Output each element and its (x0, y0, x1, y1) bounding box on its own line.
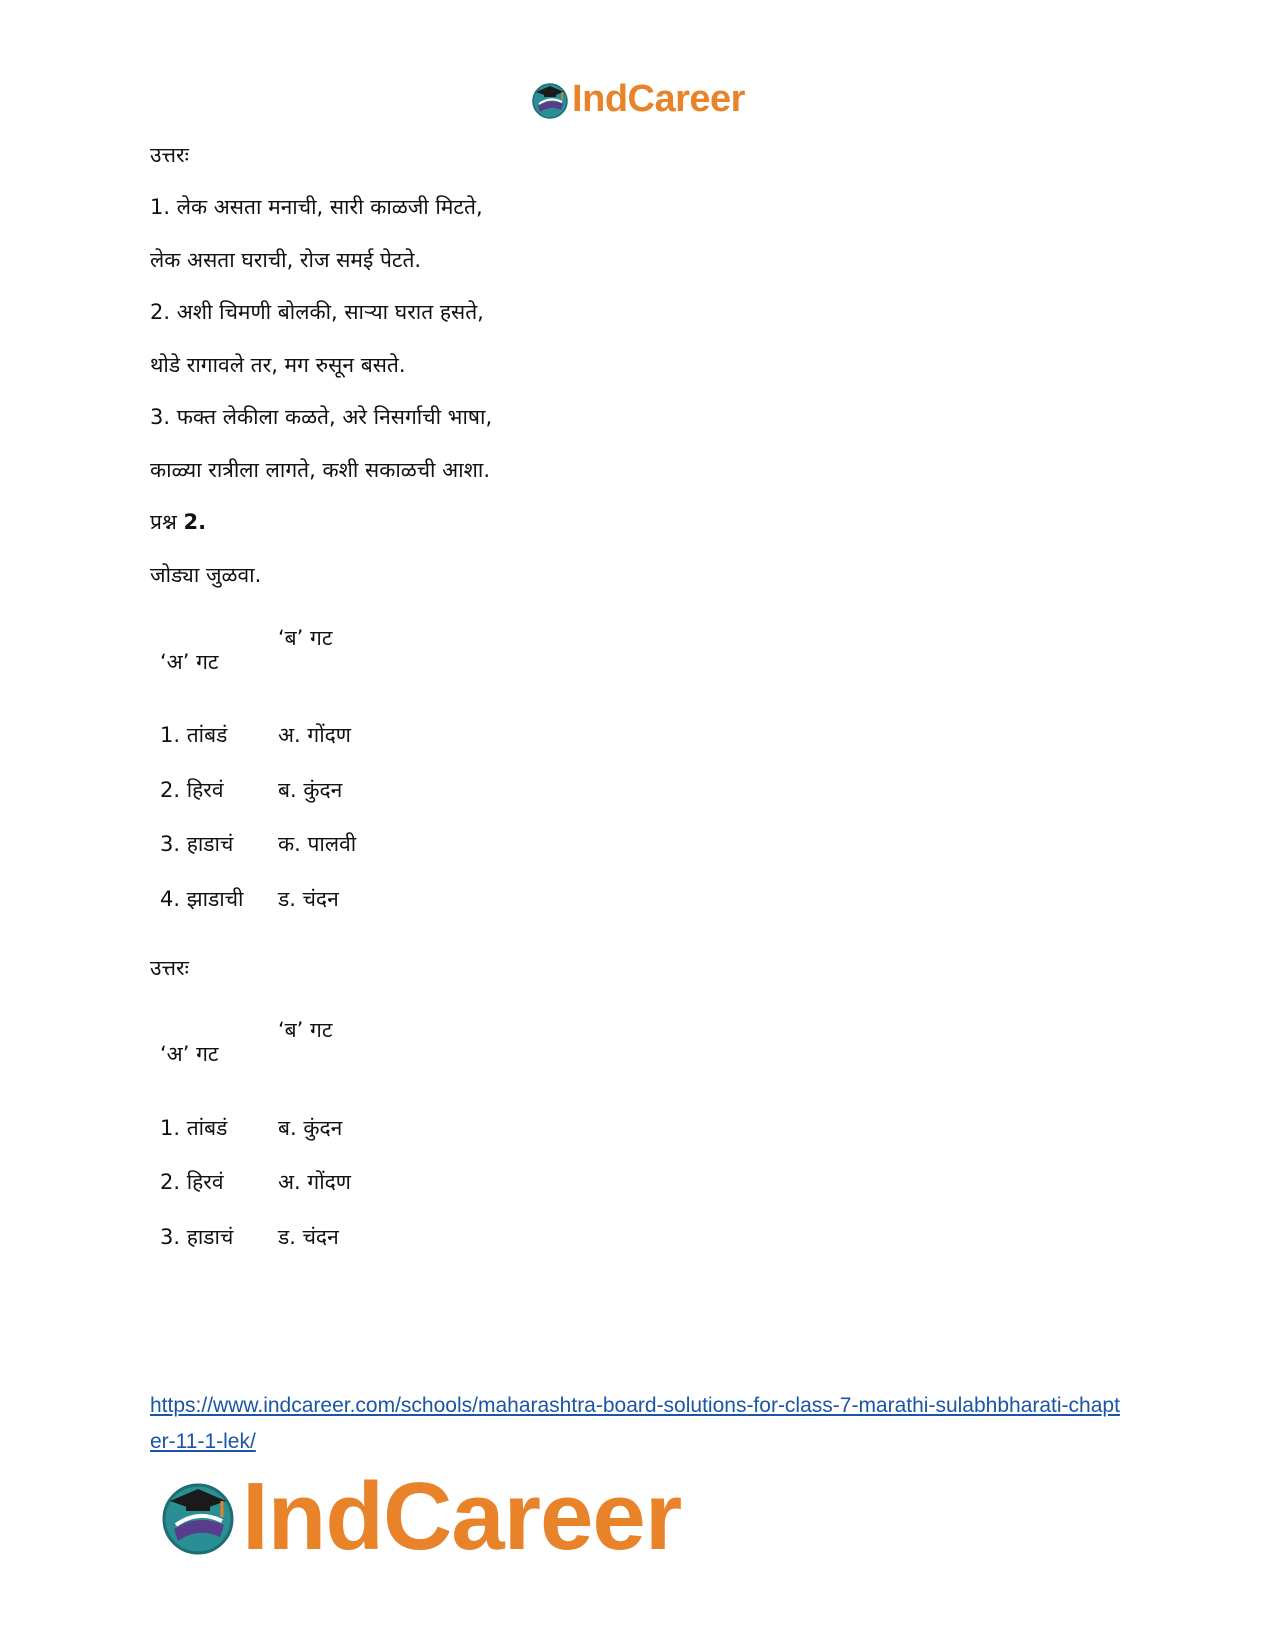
poem-line: 3. फक्त लेकीला कळते, अरे निसर्गाची भाषा, (150, 405, 493, 429)
question-heading (150, 508, 206, 536)
table-cell-b: अ. गोंदण (278, 1170, 351, 1194)
table-cell-b: ब. कुंदन (278, 778, 343, 802)
table-cell-a: 1. तांबडं (160, 723, 228, 747)
table-cell-a: 4. झाडाची (160, 887, 244, 911)
brand-logo (158, 1462, 681, 1572)
table-cell-a: 2. हिरवं (160, 778, 224, 802)
column-header-a: ‘अ’ गट (160, 1042, 219, 1066)
question-number: 2. (183, 510, 207, 534)
table-cell-b: ड. चंदन (278, 887, 339, 911)
answer-heading: उत्तरः (150, 143, 189, 167)
brand-name: IndCareer (572, 78, 745, 120)
footer-logo (158, 1462, 681, 1572)
table-cell-b: क. पालवी (278, 832, 357, 856)
table-cell-a: 2. हिरवं (160, 1170, 224, 1194)
header-logo (0, 78, 1275, 121)
table-cell-a: 1. तांबडं (160, 1116, 228, 1140)
brand-name: IndCareer (242, 1463, 682, 1570)
poem-line: 1. लेक असता मनाची, सारी काळजी मिटते, (150, 195, 483, 219)
column-header-b: ‘ब’ गट (278, 1018, 333, 1042)
brand-logo (530, 78, 745, 121)
poem-line: थोडे रागावले तर, मग रुसून बसते. (150, 353, 406, 377)
table-cell-b: ड. चंदन (278, 1225, 339, 1249)
poem-line: लेक असता घराची, रोज समई पेटते. (150, 248, 422, 272)
question-label: प्रश्न (150, 510, 177, 534)
poem-line: 2. अशी चिमणी बोलकी, साऱ्या घरात हसते, (150, 300, 484, 324)
table-cell-a: 3. हाडाचं (160, 1225, 234, 1249)
source-link[interactable]: https://www.indcareer.com/schools/maharashtra-board-solutions-for-class-7-marathi-sulabhbharati-chapter-11-1-lek/ (150, 1394, 1120, 1453)
table-cell-a: 3. हाडाचं (160, 832, 234, 856)
column-header-b: ‘ब’ गट (278, 626, 333, 650)
table-cell-b: अ. गोंदण (278, 723, 351, 747)
column-header-a: ‘अ’ गट (160, 650, 219, 674)
question-instruction: जोड्या जुळवा. (150, 563, 262, 587)
answer-heading: उत्तरः (150, 956, 189, 980)
graduation-globe-icon (530, 80, 570, 120)
poem-line: काळ्या रात्रीला लागते, कशी सकाळची आशा. (150, 458, 491, 482)
graduation-globe-icon (158, 1477, 238, 1557)
table-cell-b: ब. कुंदन (278, 1116, 343, 1140)
